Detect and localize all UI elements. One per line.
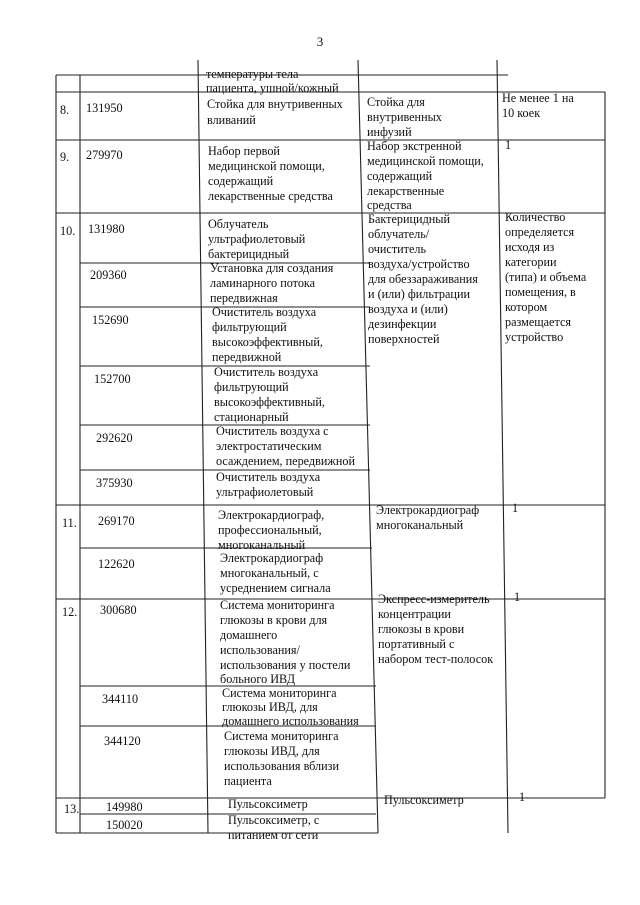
- row-9-type-line-3: содержащий: [367, 169, 433, 183]
- row-10-item-1-code: 131980: [88, 222, 125, 236]
- row-10-qty-line-6: помещения, в: [505, 285, 576, 299]
- row-12-number: 12.: [62, 605, 78, 619]
- row-9-name-line-1: Набор первой: [208, 144, 280, 158]
- row-10-item-5-code: 292620: [96, 431, 133, 445]
- row-12-item-1-code: 300680: [100, 603, 137, 617]
- row-11-item-1-name-line-1: Электрокардиограф,: [218, 508, 325, 522]
- row-13-number: 13.: [64, 802, 80, 816]
- row-11-item-1-name-line-2: профессиональный,: [218, 523, 322, 537]
- row-11-item-2-name-line-2: многоканальный, с: [220, 566, 319, 580]
- row-10-item-6-name-line-2: ультрафиолетовый: [216, 485, 314, 499]
- row-13-item-2-name-line-2: питанием от сети: [228, 828, 319, 842]
- row-10-item-1-name-line-2: ультрафиолетовый: [208, 232, 306, 246]
- row-9-type-line-4: лекарственные: [367, 184, 445, 198]
- row-12-item-1-name-line-6: больного ИВД: [220, 672, 296, 686]
- row-10-item-3-name-line-1: Очиститель воздуха: [212, 305, 317, 319]
- row-12-item-2-name-line-1: Система мониторинга: [222, 686, 337, 700]
- row-12-item-1-name-line-5: использования у постели: [220, 658, 351, 672]
- row-10-item-4-name-line-1: Очиститель воздуха: [214, 365, 319, 379]
- row-8-code: 131950: [86, 101, 123, 115]
- row-8-qty-line-2: 10 коек: [502, 106, 541, 120]
- row-12-type-line-1: Экспресс-измеритель: [378, 592, 490, 606]
- row-11-qty: 1: [512, 501, 519, 515]
- row-12-item-1-name-line-1: Система мониторинга: [220, 598, 335, 612]
- row-11-item-2-name-line-3: усреднением сигнала: [220, 581, 331, 595]
- row-10-item-6-name-line-1: Очиститель воздуха: [216, 470, 321, 484]
- continuation-name-line-1: температуры тела: [206, 67, 299, 81]
- row-10-item-3-name-line-3: высокоэффективный,: [212, 335, 323, 349]
- row-10-number: 10.: [60, 224, 76, 238]
- row-9-number: 9.: [60, 150, 70, 164]
- row-11-type-line-1: Электрокардиограф: [376, 503, 480, 517]
- row-10-type-line-9: поверхностей: [368, 332, 440, 346]
- row-12-type-line-5: набором тест-полосок: [378, 652, 494, 666]
- row-10-item-4-name-line-4: стационарный: [214, 410, 289, 424]
- row-13-item-2-name-line-1: Пульсоксиметр, с: [228, 813, 320, 827]
- row-9-type-line-1: Набор экстренной: [367, 139, 462, 153]
- row-12-type-line-3: глюкозы в крови: [378, 622, 465, 636]
- row-9-qty: 1: [505, 138, 512, 152]
- row-10-qty-line-7: котором: [505, 300, 548, 314]
- row-8-type-line-1: Стойка для: [367, 95, 425, 109]
- row-10-item-3-name-line-4: передвижной: [212, 350, 282, 364]
- row-12-item-1-name-line-4: использования/: [220, 643, 300, 657]
- row-9-code: 279970: [86, 148, 123, 162]
- row-10-qty-line-1: Количество: [505, 210, 566, 224]
- row-13-item-1-code: 149980: [106, 800, 143, 814]
- row-12-item-1-name-line-2: глюкозы в крови для: [220, 613, 328, 627]
- row-10-type-line-7: воздуха и (или): [368, 302, 448, 316]
- row-12-type-line-4: портативный с: [378, 637, 455, 651]
- row-10-type-line-4: воздуха/устройство: [368, 257, 470, 271]
- row-12-item-1-name-line-3: домашнего: [220, 628, 278, 642]
- row-8-name-line-1: Стойка для внутривенных: [207, 97, 343, 111]
- row-9-type-line-2: медицинской помощи,: [367, 154, 484, 168]
- row-11-item-2-name-line-1: Электрокардиограф: [220, 551, 324, 565]
- row-10-item-2-name-line-2: ламинарного потока: [210, 276, 316, 290]
- row-10-qty-line-9: устройство: [505, 330, 564, 344]
- row-11-number: 11.: [62, 516, 77, 530]
- row-8-number: 8.: [60, 103, 70, 117]
- row-10-type-line-1: Бактерицидный: [368, 212, 450, 226]
- row-10-item-5-name-line-2: электростатическим: [216, 439, 322, 453]
- row-12-item-2-name-line-3: домашнего использования: [222, 714, 359, 728]
- row-13-type: Пульсоксиметр: [384, 793, 464, 807]
- row-11-item-1-name-line-3: многоканальный: [218, 538, 306, 552]
- row-12-item-3-name-line-2: глюкозы ИВД, для: [224, 744, 320, 758]
- page-number: 3: [316, 34, 324, 49]
- row-10-type-line-3: очиститель: [368, 242, 427, 256]
- row-12-item-3-name-line-3: использования вблизи: [224, 759, 339, 773]
- row-10-item-1-name-line-3: бактерицидный: [208, 247, 290, 261]
- row-9-name-line-3: содержащий: [208, 174, 274, 188]
- row-10-qty-line-2: определяется: [505, 225, 575, 239]
- row-12-item-3-name-line-4: пациента: [224, 774, 272, 788]
- row-9-name-line-4: лекарственные средства: [208, 189, 333, 203]
- row-12-item-3-name-line-1: Система мониторинга: [224, 729, 339, 743]
- row-10-qty-line-3: исходя из: [505, 240, 555, 254]
- row-10-item-2-name-line-3: передвижная: [210, 291, 278, 305]
- row-10-item-5-name-line-1: Очиститель воздуха с: [216, 424, 329, 438]
- row-13-item-2-code: 150020: [106, 818, 143, 832]
- row-8-qty-line-1: Не менее 1 на: [502, 91, 574, 105]
- row-12-item-3-code: 344120: [104, 734, 141, 748]
- row-8-name-line-2: вливаний: [207, 113, 256, 127]
- row-12-item-2-code: 344110: [102, 692, 139, 706]
- row-8-type-line-3: инфузий: [367, 125, 412, 139]
- row-12-qty: 1: [514, 590, 521, 604]
- row-13-item-1-name: Пульсоксиметр: [228, 797, 308, 811]
- row-10-item-6-code: 375930: [96, 476, 133, 490]
- row-10-type-line-6: и (или) фильтрации: [368, 287, 470, 301]
- row-8-type-line-2: внутривенных: [367, 110, 442, 124]
- row-10-qty-line-4: категории: [505, 255, 557, 269]
- row-10-qty-line-5: (типа) и объема: [505, 270, 587, 284]
- row-9-name-line-2: медицинской помощи,: [208, 159, 325, 173]
- row-12-item-2-name-line-2: глюкозы ИВД, для: [222, 700, 318, 714]
- row-10-type-line-5: для обеззараживания: [368, 272, 478, 286]
- row-11-item-2-code: 122620: [98, 557, 135, 571]
- row-11-item-1-code: 269170: [98, 514, 135, 528]
- row-10-item-3-code: 152690: [92, 313, 129, 327]
- row-10-item-2-code: 209360: [90, 268, 127, 282]
- continuation-name-line-2: пациента, ушной/кожный: [206, 81, 339, 95]
- row-9-type-line-5: средства: [367, 198, 412, 212]
- row-10-item-5-name-line-3: осаждением, передвижной: [216, 454, 355, 468]
- row-10-qty-line-8: размещается: [505, 315, 571, 329]
- row-10-item-4-name-line-2: фильтрующий: [214, 380, 289, 394]
- row-10-item-4-code: 152700: [94, 372, 131, 386]
- row-13-qty: 1: [519, 790, 526, 804]
- row-10-type-line-2: облучатель/: [368, 227, 430, 241]
- row-11-type-line-2: многоканальный: [376, 518, 464, 532]
- row-12-type-line-2: концентрации: [378, 607, 451, 621]
- row-10-type-line-8: дезинфекции: [368, 317, 437, 331]
- row-10-item-3-name-line-2: фильтрующий: [212, 320, 287, 334]
- row-10-item-2-name-line-1: Установка для создания: [210, 261, 334, 275]
- row-10-item-4-name-line-3: высокоэффективный,: [214, 395, 325, 409]
- row-10-item-1-name-line-1: Облучатель: [208, 217, 269, 231]
